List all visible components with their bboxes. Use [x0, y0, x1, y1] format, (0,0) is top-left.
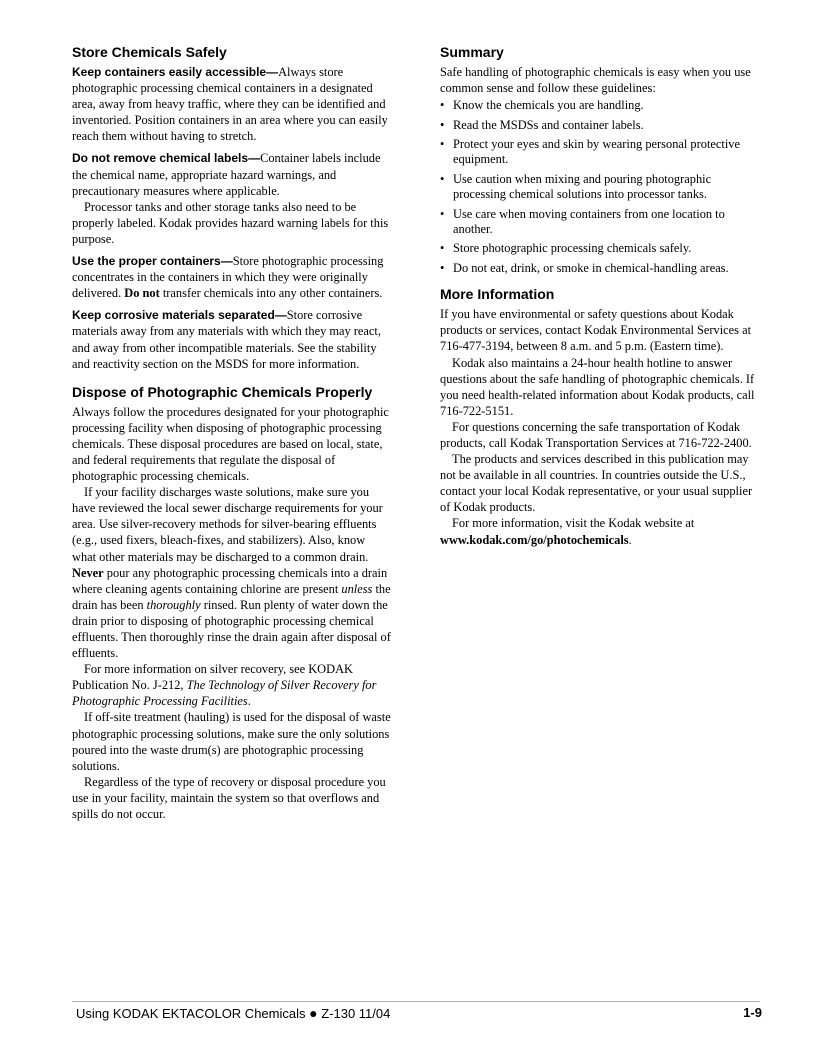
- runin-labels: Do not remove chemical labels—: [72, 151, 261, 166]
- runin-corrosive: Keep corrosive materials separated—: [72, 308, 287, 323]
- bullet-icon: •: [440, 98, 445, 113]
- bullet-icon: •: [440, 241, 445, 256]
- paragraph-dispose-1: Always follow the procedures designated for your photographic processing facility when disposing of photographic processing chemicals. These disposal procedures are based on local, state, and federal requirements that regulate the disposal of photographic processing chemicals.: [72, 404, 389, 484]
- summary-bullet-item: • Read the MSDSs and container labels.: [440, 117, 644, 132]
- paragraph-keep-accessible: Keep containers easily accessible—Always store photographic processing chemical containers in a designated area, away from heavy traffic, where they can be identified and inventoried. Position containers in an area where you can easily reach them without having to stretch.: [72, 65, 388, 144]
- summary-bullet-item: • Do not eat, drink, or smoke in chemical-handling areas.: [440, 260, 729, 275]
- paragraph-more-2: Kodak also maintains a 24-hour health hotline to answer questions about the safe handling of photographic chemicals. If you need health-related information about Kodak products, call 716-722-5151.: [440, 355, 755, 418]
- paragraph-containers: Use the proper containers—Store photographic processing concentrates in the containers in which they were originally delivered. Do not transfer chemicals into any other containers.: [72, 254, 384, 301]
- section-heading-store: Store Chemicals Safely: [72, 44, 227, 60]
- summary-intro: Safe handling of photographic chemicals is easy when you use common sense and follow these guidelines:: [440, 65, 751, 96]
- left-column: [72, 44, 392, 822]
- section-heading-dispose: Dispose of Photographic Chemicals Properly: [72, 383, 373, 400]
- paragraph-more-3: For questions concerning the safe transportation of Kodak products, call Kodak Transportation Services at 716-722-2400.: [440, 419, 752, 450]
- footer-publication: Using KODAK EKTACOLOR Chemicals ● Z-130 11/04: [76, 1005, 391, 1021]
- page-number: 1-9: [743, 1005, 762, 1020]
- summary-list: [440, 98, 760, 276]
- bullet-icon: •: [440, 206, 445, 221]
- section-heading-more-info: More Information: [440, 286, 555, 303]
- paragraph-corrosive: Keep corrosive materials separated—Store corrosive materials away from any materials with which they may react, and away from other incompatible materials. See the stability and reactivity section on the MSDS for more information.: [72, 308, 381, 371]
- summary-bullet-item: • Protect your eyes and skin by wearing personal protective equipment.: [440, 137, 740, 167]
- summary-bullet-item: • Store photographic processing chemicals safely.: [440, 241, 692, 256]
- paragraph-more-1: If you have environmental or safety questions about Kodak products or services, contact Kodak Environmental Services at 716-477-3194, between 8 a.m. and 5 p.m. (Eastern time).: [440, 307, 752, 354]
- paragraph-dispose-4: If off-site treatment (hauling) is used for the disposal of waste photographic processing solutions, make sure the only solutions poured into the waste drum(s) are photographic processing solutions.: [72, 710, 391, 773]
- paragraph-more-4: The products and services described in this publication may not be available in all countries. In countries outside the U.S., contact your local Kodak representative, or your usual supplier of Kodak products.: [440, 452, 753, 515]
- summary-bullet-item: • Know the chemicals you are handling.: [440, 98, 644, 113]
- summary-bullet-item: • Use care when moving containers from one location to another.: [440, 206, 725, 237]
- runin-containers: Use the proper containers—: [72, 254, 233, 269]
- bullet-icon: ●: [309, 1005, 318, 1021]
- paragraph-dispose-5: Regardless of the type of recovery or disposal procedure you use in your facility, maintain the system so that overflows and spills do not occur.: [72, 774, 386, 822]
- paragraph-labels: Do not remove chemical labels—Container labels include the chemical name, appropriate hazard warnings, and precautionary measures where applicable.: [72, 151, 381, 198]
- right-column: [440, 44, 760, 548]
- runin-keep-accessible: Keep containers easily accessible—: [72, 65, 279, 79]
- paragraph-tanks: Processor tanks and other storage tanks also need to be properly labeled. Kodak provides hazard warning labels for this purpose.: [72, 199, 389, 246]
- bullet-icon: •: [440, 117, 445, 132]
- publication-title: The Technology of Silver Recovery for Photographic Processing Facilities: [72, 678, 377, 709]
- paragraph-dispose-2: If your facility discharges waste solutions, make sure you have reviewed the local sewer discharge requirements for your area. Use silver-recovery methods for silver-bearing effluents (e.g., used fixers, bleach-fixes, and stabilizers). Also, know what other materials may be discharged to a common drain. Never pour any photographic processing chemicals into a drain where cleaning agents containing chlorine are present unless the drain has been thoroughly rinsed. Run plenty of water down the drain prior to disposing of photographic processing chemical effluents. Then thoroughly rinse the drain again after disposal of effluents.: [72, 485, 391, 661]
- kodak-website-link[interactable]: www.kodak.com/go/photochemicals: [440, 532, 629, 547]
- bullet-icon: •: [440, 137, 445, 151]
- paragraph-dispose-3: For more information on silver recovery, see KODAK Publication No. J-212, The Technology of Silver Recovery for Photographic Processing Facilities.: [72, 662, 377, 709]
- summary-bullet-item: • Use caution when mixing and pouring photographic processing chemical solutions into processor tanks.: [440, 171, 712, 202]
- bullet-icon: •: [440, 171, 445, 186]
- paragraph-more-5: For more information, visit the Kodak website at www.kodak.com/go/photochemicals.: [440, 516, 695, 547]
- footer-divider: [72, 1001, 760, 1002]
- section-heading-summary: Summary: [440, 44, 504, 60]
- bullet-icon: •: [440, 260, 445, 275]
